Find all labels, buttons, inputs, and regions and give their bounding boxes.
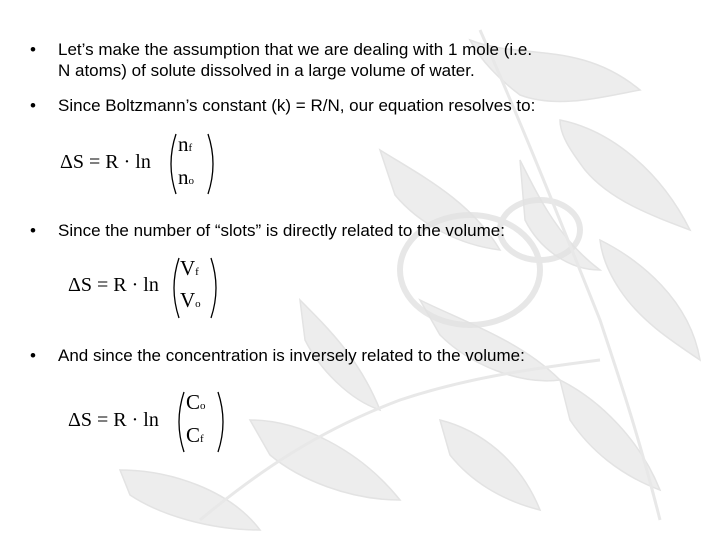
equation bbox=[68, 388, 248, 458]
equation-lhs: ΔS = R · ln bbox=[68, 409, 159, 431]
bullet-marker: • bbox=[30, 346, 36, 365]
equation-numerator: nf bbox=[178, 132, 193, 156]
bullet-text-line: N atoms) of solute dissolved in a large volume of water. bbox=[58, 61, 475, 80]
bullet-text-line: Since Boltzmann’s constant (k) = R/N, our equation resolves to: bbox=[58, 96, 536, 115]
bullet-text-line: Let’s make the assumption that we are dealing with 1 mole (i.e. bbox=[58, 40, 533, 59]
equation-lhs: ΔS = R · ln bbox=[60, 151, 151, 173]
right-paren-icon bbox=[216, 390, 230, 454]
equation-numerator: Vf bbox=[180, 256, 199, 280]
bullet-item bbox=[30, 95, 670, 116]
bullet-text-line: And since the concentration is inversely related to the volume: bbox=[58, 346, 525, 365]
right-paren-icon bbox=[209, 256, 223, 320]
right-paren-icon bbox=[206, 132, 220, 196]
equation-denominator: Cf bbox=[186, 423, 204, 447]
equation bbox=[68, 254, 248, 324]
bullet-marker: • bbox=[30, 221, 36, 240]
left-paren-icon bbox=[167, 256, 181, 320]
equation bbox=[60, 130, 240, 200]
bullet-text-line: Since the number of “slots” is directly related to the volume: bbox=[58, 221, 505, 240]
equation-denominator: Vo bbox=[180, 288, 201, 312]
bullet-marker: • bbox=[30, 40, 36, 59]
bullet-item bbox=[30, 39, 670, 81]
bullet-marker: • bbox=[30, 96, 36, 115]
left-paren-icon bbox=[164, 132, 178, 196]
left-paren-icon bbox=[172, 390, 186, 454]
equation-lhs: ΔS = R · ln bbox=[68, 274, 159, 296]
equation-denominator: no bbox=[178, 165, 194, 189]
bullet-item bbox=[30, 220, 670, 241]
bullet-item bbox=[30, 345, 670, 366]
equation-numerator: Co bbox=[186, 390, 206, 414]
